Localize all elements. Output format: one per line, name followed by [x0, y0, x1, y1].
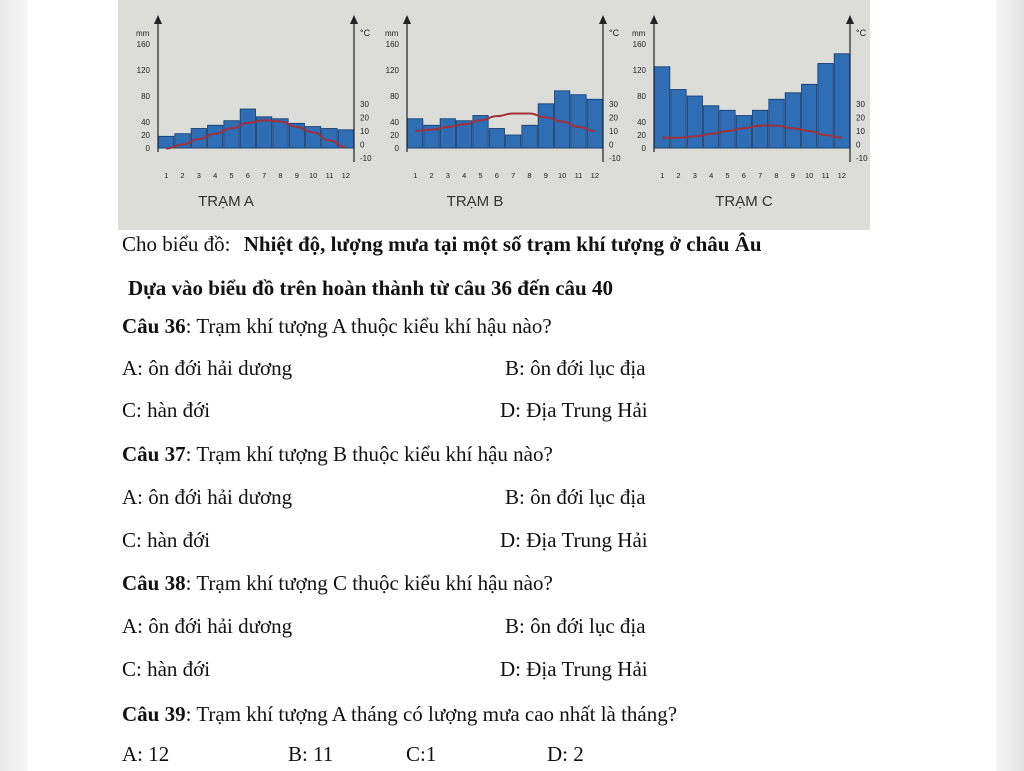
left-axis-unit: mm [385, 29, 399, 38]
left-tick-label: 160 [632, 40, 646, 49]
option-a[interactable]: A: 12 [122, 742, 170, 766]
month-tick-label: 6 [741, 171, 746, 180]
left-tick-label: 20 [141, 131, 150, 140]
month-tick-label: 9 [543, 171, 548, 180]
option-a[interactable]: A: ôn đới hải dương [122, 356, 293, 380]
question-label: Câu 36 [122, 314, 186, 338]
rain-bar [704, 106, 719, 148]
station-title: TRẠM A [198, 193, 254, 210]
left-tick-label: 40 [637, 118, 646, 127]
rain-bar [687, 96, 702, 148]
month-tick-label: 6 [494, 171, 499, 180]
right-tick-label: 20 [609, 113, 618, 123]
month-tick-label: 7 [262, 171, 267, 180]
month-tick-label: 7 [758, 171, 763, 180]
intro-instruction: Dựa vào biểu đồ trên hoàn thành từ câu 36 đến câu 40 [128, 276, 613, 300]
question-text: : Trạm khí tượng C thuộc kiểu khí hậu nào? [185, 571, 553, 595]
option-b[interactable]: B: ôn đới lục địa [505, 485, 646, 509]
question-label: Câu 39 [122, 702, 186, 726]
left-tick-label: 0 [145, 144, 150, 153]
left-tick-label: 80 [141, 92, 150, 101]
rain-bar [753, 110, 768, 148]
option-c[interactable]: C: hàn đới [122, 528, 211, 552]
right-tick-label: 10 [856, 127, 865, 136]
month-tick-label: 3 [445, 171, 450, 180]
right-tick-label: 30 [856, 100, 865, 109]
right-tick-label: 20 [360, 113, 369, 123]
rain-bar [208, 125, 223, 148]
option-c[interactable]: C: hàn đới [122, 398, 211, 422]
month-tick-label: 4 [709, 171, 714, 180]
month-tick-label: 9 [790, 171, 795, 180]
question-39 [122, 702, 677, 727]
month-tick-label: 8 [278, 171, 283, 180]
left-axis-unit: mm [632, 29, 646, 38]
right-tick-label: -10 [360, 154, 372, 163]
climate-charts-svg [118, 0, 870, 230]
left-tick-label: 20 [390, 131, 399, 140]
question-label: Câu 37 [122, 442, 186, 466]
left-tick-label: 120 [632, 66, 646, 75]
question-label: Câu 38 [122, 571, 186, 595]
option-d[interactable]: D: Địa Trung Hải [500, 528, 648, 552]
right-axis-arrow [846, 15, 854, 24]
rain-bar [440, 119, 455, 148]
intro-prefix: Cho biểu đồ: [122, 232, 231, 256]
rain-bar [240, 109, 255, 148]
left-tick-label: 40 [141, 118, 150, 127]
option-b[interactable]: B: 11 [288, 742, 334, 766]
question-text: : Trạm khí tượng A tháng có lượng mưa cao nhất là tháng? [185, 702, 678, 726]
right-tick-label: 30 [609, 100, 618, 109]
left-axis-arrow [154, 15, 162, 24]
option-d[interactable]: D: Địa Trung Hải [500, 398, 648, 422]
right-tick-label: 0 [360, 140, 365, 150]
right-axis-unit: °C [856, 28, 867, 38]
rain-bar [671, 90, 686, 149]
left-axis-arrow [403, 15, 411, 24]
left-axis-arrow [650, 15, 658, 24]
rain-bar [587, 99, 602, 148]
rain-bar [834, 54, 849, 148]
month-tick-label: 10 [308, 171, 318, 180]
left-tick-label: 80 [390, 92, 399, 101]
right-axis-arrow [599, 15, 607, 24]
month-tick-label: 10 [804, 171, 814, 180]
left-tick-label: 0 [641, 144, 646, 153]
rain-bar [555, 91, 570, 148]
month-tick-label: 5 [725, 171, 730, 180]
rain-bar [720, 110, 735, 148]
month-tick-label: 11 [821, 171, 830, 180]
right-tick-label: -10 [856, 154, 868, 163]
question-36 [122, 314, 552, 339]
rain-bar [224, 121, 239, 148]
left-tick-label: 160 [136, 40, 150, 49]
month-tick-label: 11 [574, 171, 583, 180]
rain-bar [159, 136, 174, 148]
option-c[interactable]: C: hàn đới [122, 657, 211, 681]
question-text: : Trạm khí tượng B thuộc kiểu khí hậu nào? [185, 442, 553, 466]
left-tick-label: 0 [394, 144, 399, 153]
intro-title: Nhiệt độ, lượng mưa tại một số trạm khí tượng ở châu Âu [243, 232, 762, 256]
left-tick-label: 40 [390, 118, 399, 127]
rain-bar [538, 104, 553, 148]
question-38 [122, 571, 553, 596]
left-tick-label: 120 [136, 66, 150, 75]
month-tick-label: 1 [413, 171, 418, 180]
month-tick-label: 2 [676, 171, 681, 180]
intro-line [122, 232, 762, 257]
right-axis-unit: °C [609, 28, 620, 38]
month-tick-label: 12 [837, 171, 847, 180]
month-tick-label: 6 [245, 171, 250, 180]
rain-bar [408, 119, 423, 148]
right-axis-arrow [350, 15, 358, 24]
rain-bar [655, 67, 670, 148]
right-tick-label: -10 [609, 154, 621, 163]
rain-bar [736, 116, 751, 149]
rain-bar [306, 127, 321, 148]
right-tick-label: 10 [609, 127, 618, 136]
month-tick-label: 5 [229, 171, 234, 180]
station-title: TRẠM B [446, 193, 504, 210]
month-tick-label: 2 [429, 171, 434, 180]
left-tick-label: 160 [385, 40, 399, 49]
right-tick-label: 10 [360, 127, 369, 136]
question-37 [122, 442, 553, 467]
rain-bar [506, 135, 521, 148]
left-tick-label: 120 [385, 66, 399, 75]
month-tick-label: 3 [196, 171, 201, 180]
month-tick-label: 3 [692, 171, 697, 180]
month-tick-label: 1 [164, 171, 169, 180]
rain-bar [802, 84, 817, 148]
month-tick-label: 8 [774, 171, 779, 180]
left-tick-label: 80 [637, 92, 646, 101]
rain-bar [785, 93, 800, 148]
option-b[interactable]: B: ôn đới lục địa [505, 614, 646, 638]
option-a[interactable]: A: ôn đới hải dương [122, 485, 293, 509]
left-axis-unit: mm [136, 29, 150, 38]
right-tick-label: 0 [856, 140, 861, 150]
right-tick-label: 20 [856, 113, 865, 123]
month-tick-label: 11 [325, 171, 334, 180]
rain-bar [489, 129, 504, 149]
month-tick-label: 1 [660, 171, 665, 180]
right-axis-unit: °C [360, 28, 371, 38]
left-tick-label: 20 [637, 131, 646, 140]
rain-bar [522, 125, 537, 148]
month-tick-label: 7 [511, 171, 516, 180]
month-tick-label: 8 [527, 171, 532, 180]
month-tick-label: 9 [294, 171, 299, 180]
option-b[interactable]: B: ôn đới lục địa [505, 356, 646, 380]
month-tick-label: 2 [180, 171, 185, 180]
right-tick-label: 0 [609, 140, 614, 150]
option-a[interactable]: A: ôn đới hải dương [122, 614, 293, 638]
page-shadow-left [0, 0, 28, 771]
page-shadow-right [996, 0, 1024, 771]
option-c[interactable]: C:1 [406, 742, 437, 766]
rain-bar [571, 95, 586, 148]
right-tick-label: 30 [360, 100, 369, 109]
month-tick-label: 12 [590, 171, 600, 180]
rain-bar [769, 99, 784, 148]
station-title: TRẠM C [715, 193, 773, 210]
month-tick-label: 12 [341, 171, 351, 180]
month-tick-label: 5 [478, 171, 483, 180]
month-tick-label: 10 [557, 171, 567, 180]
option-d[interactable]: D: 2 [547, 742, 584, 766]
option-d[interactable]: D: Địa Trung Hải [500, 657, 648, 681]
question-text: : Trạm khí tượng A thuộc kiểu khí hậu nào? [185, 314, 552, 338]
month-tick-label: 4 [213, 171, 218, 180]
month-tick-label: 4 [462, 171, 467, 180]
climate-charts-photo [118, 0, 870, 230]
